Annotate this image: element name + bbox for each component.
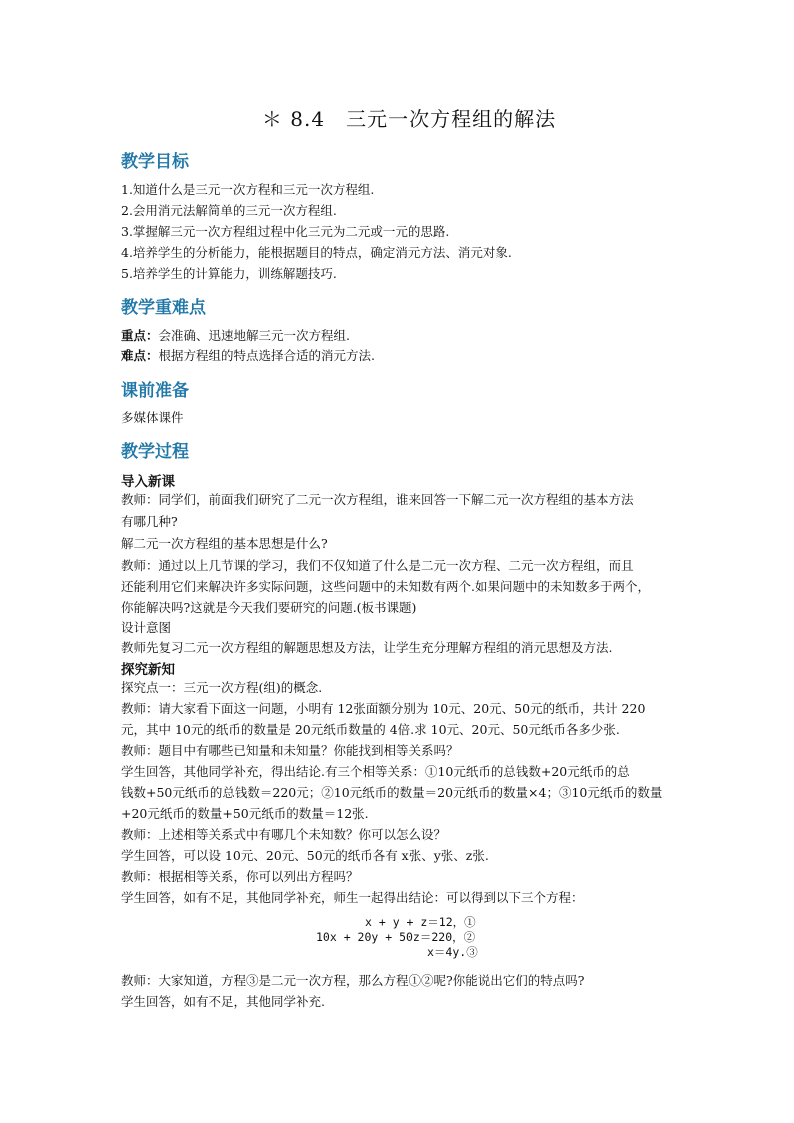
paragraph-line: +20元纸币的数量+50元纸币的数量＝12张. (121, 806, 369, 821)
paragraph-line: 教师先复习二元一次方程组的解题思想及方法，让学生充分理解方程组的消元思想及方法. (121, 640, 613, 655)
paragraph-line: 有哪几种? (121, 514, 178, 529)
paragraph-line: 还能利用它们来解决许多实际问题，这些问题中的未知数有两个.如果问题中的未知数多于两个， (121, 579, 650, 594)
paragraph-line: 探究点一：三元一次方程(组)的概念. (121, 680, 323, 695)
paragraph-line: 教师：根据相等关系，你可以列出方程吗？ (121, 869, 359, 884)
paragraph-line: 学生回答，其他同学补充，得出结论.有三个相等关系：①10元纸币的总钱数+20元纸币的总 (121, 764, 630, 779)
paragraph-line: 你能解决吗?这就是今天我们要研究的问题.(板书课题) (121, 600, 417, 615)
paragraph-line: 学生回答，如有不足，其他同学补充，师生一起得出结论：可以得到以下三个方程： (121, 890, 584, 905)
goal-item: 4.培养学生的分析能力，能根据题目的特点，确定消元方法、消元对象. (121, 245, 512, 260)
heading-goals: 教学目标 (121, 152, 189, 172)
paragraph-line: 教师：题目中有哪些已知量和未知量？你能找到相等关系吗？ (121, 743, 459, 758)
paragraph-line: 教师：通过以上几节课的学习，我们不仅知道了什么是二元一次方程、二元一次方程组，而且 (121, 558, 634, 573)
key-label: 重点： (121, 328, 159, 343)
subheading-explore: 探究新知 (121, 662, 175, 678)
goal-item: 3.掌握解三元一次方程组过程中化三元为二元或一元的思路. (121, 224, 450, 239)
equation-1: x + y + z＝12，① (365, 915, 476, 929)
goal-item: 1.知道什么是三元一次方程和三元一次方程组. (121, 182, 375, 197)
paragraph-line: 元，其中 10元的纸币的数量是 20元纸币数量的 4倍.求 10元、20元、50元纸币各多少张. (121, 722, 620, 737)
difficulty-label: 难点： (121, 348, 159, 363)
key-point (121, 326, 350, 346)
page-title: ＊ 8.4 三元一次方程组的解法 (261, 107, 557, 131)
paragraph-line: 教师：大家知道，方程③是二元一次方程，那么方程①②呢?你能说出它们的特点吗? (121, 973, 585, 988)
paragraph-line: 教师：请大家看下面这一问题，小明有 12张面额分别为 10元、20元、50元的纸币，共计 220 (121, 701, 646, 716)
heading-key-points: 教学重难点 (121, 298, 206, 318)
paragraph-line: 解二元一次方程组的基本思想是什么? (121, 536, 328, 551)
subheading-intro: 导入新课 (121, 474, 175, 490)
paragraph-line: 学生回答，可以设 10元、20元、50元的纸币各有 x张、y张、z张. (121, 848, 489, 863)
paragraph-line: 教师：上述相等关系式中有哪几个未知数？你可以怎么设？ (121, 827, 447, 842)
difficulty-point (121, 346, 375, 366)
key-text: 会准确、迅速地解三元一次方程组. (158, 328, 350, 343)
equation-2: 10x + 20y + 50z＝220，② (316, 930, 476, 944)
paragraph-line: 钱数+50元纸币的总钱数＝220元；②10元纸币的数量＝20元纸币的数量×4；③10元纸币的数量 (121, 785, 663, 800)
paragraph-line: 设计意图 (121, 620, 172, 635)
heading-preparation: 课前准备 (121, 381, 189, 401)
equation-3: x＝4y.③ (427, 945, 478, 959)
preparation-text: 多媒体课件 (121, 410, 184, 425)
difficulty-text: 根据方程组的特点选择合适的消元方法. (158, 348, 375, 363)
goal-item: 5.培养学生的计算能力，训练解题技巧. (121, 266, 337, 281)
paragraph-line: 教师：同学们，前面我们研究了二元一次方程组，谁来回答一下解二元一次方程组的基本方法 (121, 492, 634, 507)
goal-item: 2.会用消元法解简单的三元一次方程组. (121, 203, 337, 218)
heading-process: 教学过程 (121, 442, 189, 462)
paragraph-line: 学生回答，如有不足，其他同学补充. (121, 994, 325, 1009)
